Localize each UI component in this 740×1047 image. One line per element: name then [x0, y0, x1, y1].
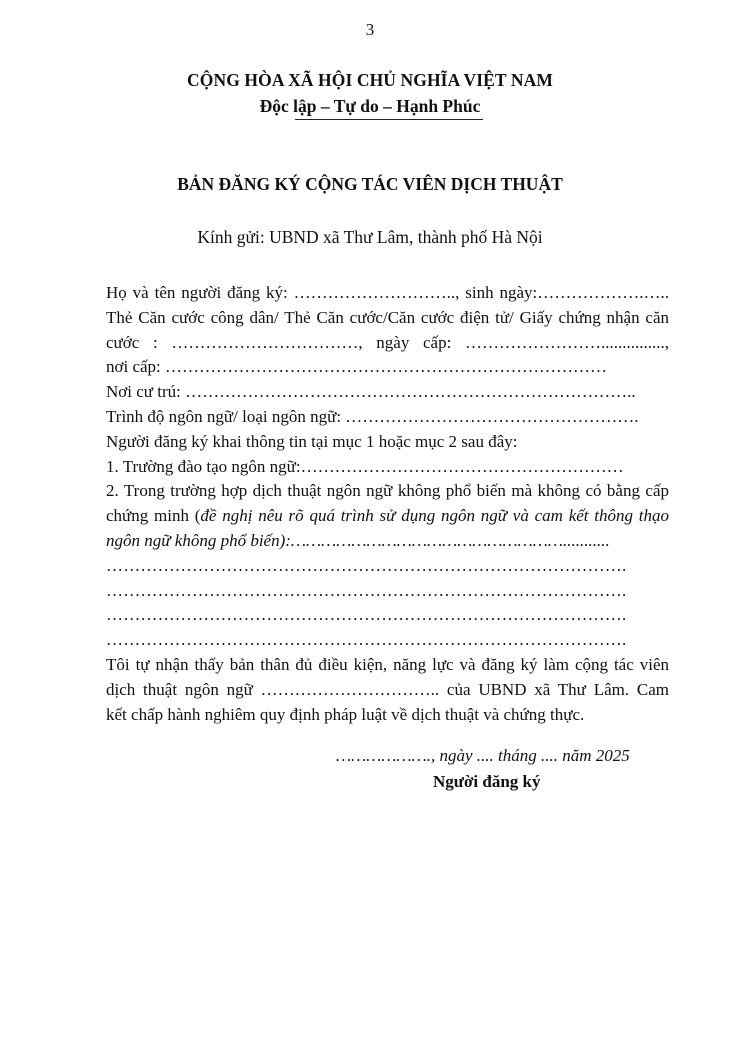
- residence-label: Nơi cư trú:: [106, 382, 186, 402]
- declaration-line2: [106, 678, 669, 703]
- dob-field[interactable]: ……………….…..: [537, 283, 669, 302]
- form-body: [106, 281, 669, 727]
- blank-line[interactable]: ……………………………………………………………………………….: [106, 555, 627, 575]
- item2-italic-note-cont: ngôn ngữ không phổ biến):: [106, 530, 291, 550]
- national-motto: Độc lập – Tự do – Hạnh Phúc: [259, 96, 481, 116]
- item2-italic-note: đề nghị nêu rõ quá trình sử dụng ngôn ngữ và cam kết thông thạo: [200, 506, 669, 526]
- item1-label: 1. Trường đào tạo ngôn ngữ:: [106, 456, 301, 476]
- id-label-cont: cước :: [106, 332, 172, 352]
- item2-field[interactable]: ………………………………………………...........: [290, 530, 610, 550]
- residence-field[interactable]: ……………………………………………………………………..: [185, 382, 636, 402]
- motto-underline: [295, 119, 483, 120]
- item2-line2: [106, 504, 669, 529]
- page-number: 3: [365, 20, 375, 39]
- signer-title: Người đăng ký: [433, 772, 541, 791]
- language-level-field[interactable]: …………………………………………….: [345, 406, 639, 426]
- signature-date-line[interactable]: ………………., ngày .... tháng .... năm 2025: [336, 746, 630, 765]
- issue-date-field[interactable]: ……………………...............,: [465, 332, 669, 352]
- id-row: [106, 331, 669, 356]
- id-number-field[interactable]: ……………………………,: [171, 332, 377, 352]
- full-name-row: [106, 281, 669, 306]
- item2-plain: chứng minh (: [106, 506, 201, 526]
- declaration-line1: Tôi tự nhận thấy bản thân đủ điều kiện, năng lực và đăng ký làm cộng tác viên: [106, 654, 669, 674]
- blank-line[interactable]: ……………………………………………………………………………….: [106, 630, 627, 650]
- declaration-language-field[interactable]: …………………………..: [260, 679, 440, 699]
- national-header: CỘNG HÒA XÃ HỘI CHỦ NGHĨA VIỆT NAM: [187, 70, 553, 90]
- blank-line[interactable]: ……………………………………………………………………………….: [106, 605, 627, 625]
- item1-field[interactable]: …………………………………………………: [300, 456, 624, 476]
- full-name-label: Họ và tên người đăng ký:: [106, 283, 294, 302]
- language-level-label: Trình độ ngôn ngữ/ loại ngôn ngữ:: [106, 406, 346, 426]
- form-title: BẢN ĐĂNG KÝ CỘNG TÁC VIÊN DỊCH THUẬT: [177, 174, 563, 194]
- issue-place-label: nơi cấp:: [106, 357, 166, 377]
- declaration-line3: kết chấp hành nghiêm quy định pháp luật về dịch thuật và chứng thực.: [106, 704, 585, 724]
- issue-place-row: [106, 355, 669, 380]
- full-name-field[interactable]: ………………………..,: [293, 283, 466, 302]
- dob-label: sinh ngày:: [465, 283, 538, 302]
- instruction-text: Người đăng ký khai thông tin tại mục 1 hoặc mục 2 sau đây:: [106, 431, 518, 451]
- residence-row: [106, 380, 669, 405]
- language-level-row: [106, 405, 669, 430]
- declaration-before: dịch thuật ngôn ngữ: [106, 679, 261, 699]
- item1-row: [106, 455, 669, 480]
- issue-date-label: ngày cấp:: [376, 332, 465, 352]
- issue-place-field[interactable]: ……………………………………………………………………: [165, 357, 608, 377]
- blank-line[interactable]: ……………………………………………………………………………….: [106, 580, 627, 600]
- declaration-after: của UBND xã Thư Lâm. Cam: [439, 679, 669, 699]
- item2-line3: [106, 529, 669, 554]
- recipient-line: Kính gửi: UBND xã Thư Lâm, thành phố Hà Nội: [197, 227, 543, 247]
- item2-line1: 2. Trong trường hợp dịch thuật ngôn ngữ không phổ biến mà không có bằng cấp: [106, 481, 669, 501]
- id-document-label: Thẻ Căn cước công dân/ Thẻ Căn cước/Căn cước điện tử/ Giấy chứng nhận căn: [106, 307, 669, 327]
